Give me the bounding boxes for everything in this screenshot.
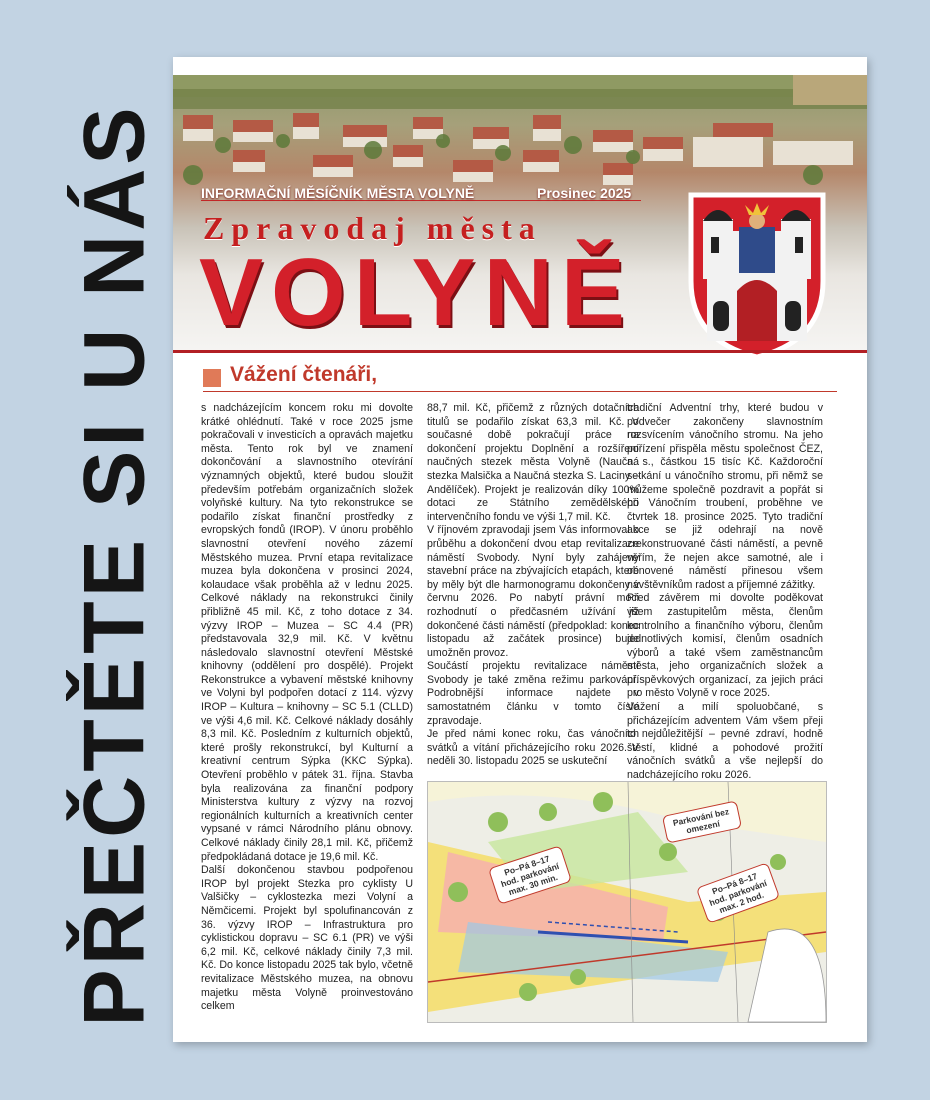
article-paragraph: V říjnovém zpravodaji jsem Vás informoval o průběhu a dokončení dvou etap revitalizace náměstí Svobody. Nyní byly zahájeny stavební práce na zbývajících etapách, které by měly být dle harmonogramu dokončeny v červnu 2026. Po nabytí právní moci rozhodnutí o předčasném užívání již dokončené části náměstí (předpoklad: konec listopadu až začátek prosince) bude umožněn provoz.: [427, 524, 639, 659]
article-paragraph: tradiční Adventní trhy, které budou v podvečer zakončeny slavnostním rozsvícením vánočního stromu. Na jeho pořízení přispěla městu společnost ČEZ, a. s., částkou 15 tisíc Kč. Každoroční setkání u vánočního stromu, při němž se můžeme společně pozdravit a popřát si při Vánočním troubení, proběhne ve čtvrtek 18. prosince 2025. Tyto tradiční akce se již odehrají na nově zrekonstruované části náměstí, a pevně věřím, že nejen akce samotné, ale i obnovené náměstí přinesou všem návštěvníkům radost a příjemné zážitky.: [627, 402, 823, 591]
page-top-margin: [173, 57, 867, 75]
article-paragraph: Před závěrem mi dovolte poděkovat všem zastupitelům města, členům kontrolního a finančního výboru, členům jednotlivých komisí, členům osadních výborů a také všem zaměstnancům města, jeho organizačních složek a příspěvkových organizací, za jejich práci pro město Volyně v roce 2025.: [627, 592, 823, 700]
article-column-1: [201, 402, 413, 1032]
article-paragraph: Další dokončenou stavbou podpořenou IROP byl projekt Stezka pro cyklisty U Valšičky – cyklostezka mezi Volyní a Němčicemi. Projekt byl spolufinancován z 36. výzvy IROP – Infrastruktura pro cyklistickou dopravu – SC 6.1 (PR) ve výši 6,2 mil. Kč, celkové náklady činily 7,3 mil. Kč. Do konce listopadu 2025 tak bylo, včetně revitalizace Městského muzea, na obnovu majetku města Volyně proinvestováno celkem: [201, 864, 413, 1013]
issue-date: Prosinec 2025: [537, 185, 632, 201]
banner-bottom-rule: [173, 350, 867, 353]
article-paragraph: s nadcházejícím koncem roku mi dovolte krátké ohlédnutí. Také v roce 2025 jsme pokračovali v investicích a opravách majetku města. Tento rok byl ve znamení dokončování a slavnostního otevírání významných objektů, které budou sloužit především potřebám organizačních složek volyňské kultury. Na tyto rekonstrukce se podařilo získat finanční prostředky z evropských fondů (IROP). V únoru proběhlo slavnostní otevření nového zázemí Městského muzea. První etapa revitalizace muzea byla dokončena v prosinci 2024, kolaudace však proběhla až v lednu 2025. Celkové náklady na rekonstrukci činily přibližně 45 mil. Kč, z toho dotace z 34. výzvy IROP – Muzea – SC 4.4 (PR) představovala 32,9 mil. Kč. V květnu následovalo slavnostní otevření Městské knihovny (oddělení pro dospělé). Projekt Rekonstrukce a vybavení městské knihovny ve Volyni byl podpořen dotací z 114. výzvy IROP – Kultura – knihovny – SC 5.1 (CLLD) ve výši 4,6 mil. Kč. Celkové náklady dosáhly 8,3 mil. Kč. Posledním z kulturních objektů, které prošly rekonstrukcí, byl Kulturní a kreativní centrum Sýpka (KKC Sýpka). Otevření proběhlo v pátek 31. října. Stavba byla realizována za finanční podpory Ministerstva kultury z výzvy na rozvoj regionálních kulturních a kreativních center vypsané v rámci Národního plánu obnovy. Celkové náklady činily 28,1 mil. Kč, přičemž předpokládaná dotace je 19,6 mil. Kč.: [201, 402, 413, 863]
parking-map-image: [427, 781, 827, 1023]
masthead-title-town: VOLYNĚ: [199, 239, 633, 346]
side-slogan: [0, 0, 175, 1100]
side-slogan-text: PŘEČTĚTE SI U NÁS: [66, 103, 163, 1027]
newsletter-page: [173, 57, 867, 1042]
article-paragraph: Je před námi konec roku, čas vánočních svátků a vítání přicházejícího roku 2026. V neděli 30. listopadu 2025 se uskuteční: [427, 728, 639, 768]
article-paragraph: Součástí projektu revitalizace náměstí Svobody je také změna režimu parkování. Podrobnější informace najdete v samostatném článku v tomto čísle zpravodaje.: [427, 660, 639, 727]
parking-zone-label-2h: Po–Pá 8–17 hod. parkování max. 2 hod.: [696, 862, 780, 924]
masthead-title-line: Zpravodaj města: [203, 210, 542, 246]
article-paragraph: 88,7 mil. Kč, přičemž z různých dotačních titulů se podařilo získat 63,3 mil. Kč. V současné době pokračují práce na dokončení projektu Doplnění a rozšíření naučných stezek města Volyně (Naučná stezka Malsička a Naučná stezka S. Laciny – Andělíček). Projekt je realizován díky 100% dotaci ze Státního zemědělského intervenčního fondu ve výši 1,7 mil. Kč.: [427, 402, 639, 523]
town-coat-of-arms-icon: [687, 191, 827, 361]
parking-zone-label-30min: Po–Pá 8–17 hod. parkování max. 30 min.: [488, 845, 572, 905]
masthead-subtitle: INFORMAČNÍ MĚSÍČNÍK MĚSTA VOLYNĚ: [201, 185, 475, 201]
heading-rule: [203, 391, 837, 392]
article-greeting: Vážení čtenáři,: [230, 363, 378, 386]
parking-zone-label-free: Parkování bez omezení: [662, 800, 742, 843]
article-column-3: [627, 402, 823, 782]
heading-square-marker: [203, 369, 221, 387]
masthead-banner: [173, 75, 867, 353]
article-column-2: [427, 402, 639, 782]
article-paragraph: Vážení a milí spoluobčané, s přicházejícím adventem Vám všem přeji to nejdůležitější – pevné zdraví, hodně štěstí, klidné a pohodové prožití vánočních svátků a vše nejlepší do nadcházejícího roku 2026.: [627, 701, 823, 782]
